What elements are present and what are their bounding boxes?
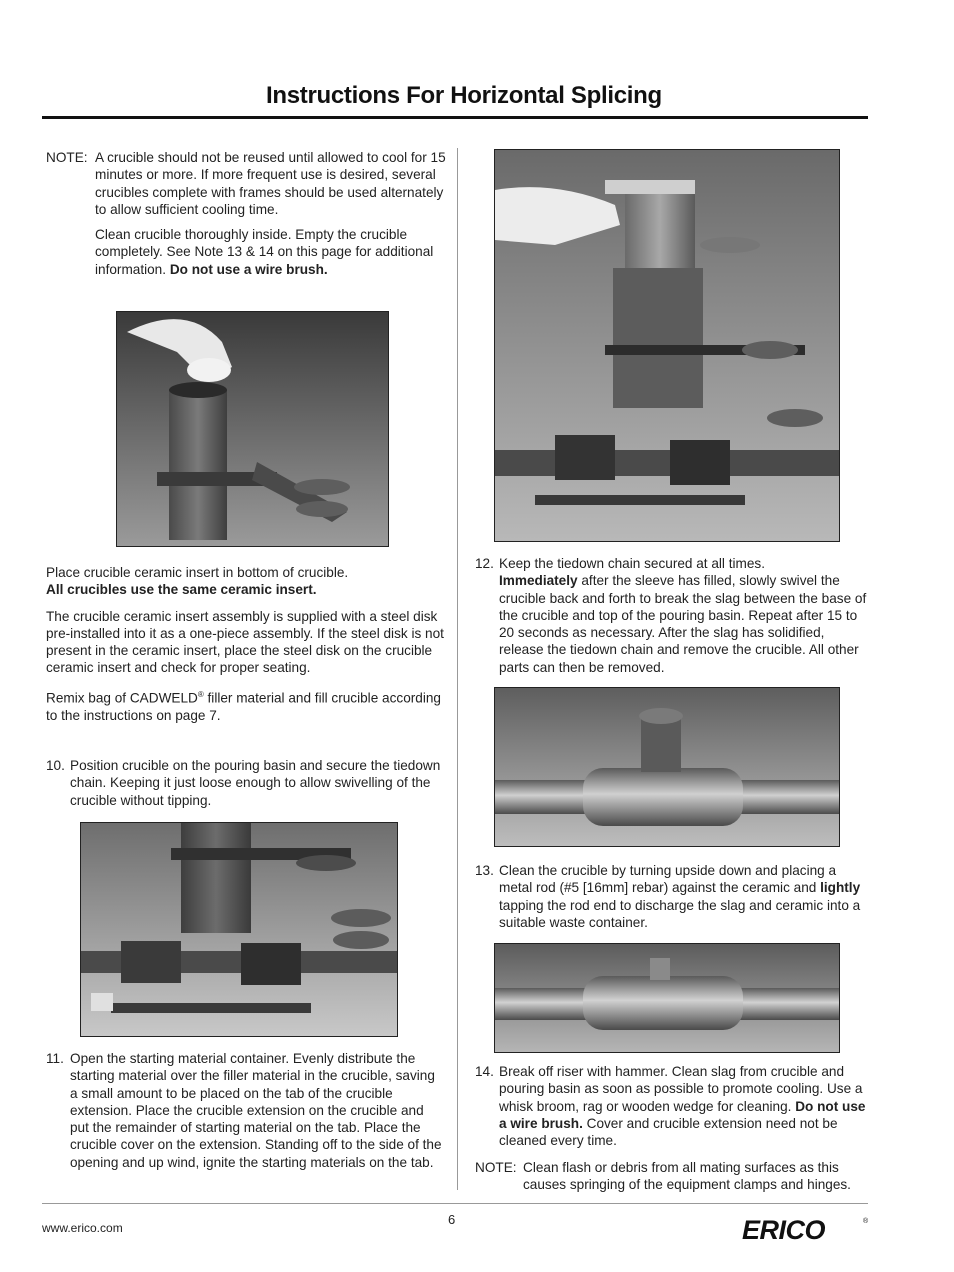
photo-crucible-on-basin xyxy=(80,822,398,1037)
step-14-text: Break off riser with hammer. Clean slag from crucible and pouring basin as soon as possible to promote cooling. Use a whisk broom, rag or wooden wedge for cleaning. Do not use a wire brush. Cover and crucible extension need not be cleaned every time. xyxy=(499,1064,866,1149)
logo-registered-mark: ® xyxy=(863,1218,869,1225)
step-11-number: 11. xyxy=(46,1051,64,1066)
step-11 xyxy=(46,1050,446,1171)
step-12-number: 12. xyxy=(475,556,494,571)
step-11-text: Open the starting material container. Evenly distribute the starting material over the filler material in the crucible, saving a small amount to be placed on the tab of the crucible extension. Place the crucible extension on the crucible and put the remainder of starting material on the tab. Place the crucible cover on the extension. Standing off to the side of the opening and up wind, ignite the starting materials on the tab. xyxy=(70,1051,442,1170)
step-13 xyxy=(475,862,870,931)
photo-finished-splice xyxy=(494,943,840,1053)
column-divider xyxy=(457,148,458,1190)
cleaning-note xyxy=(475,1159,870,1194)
insert-line-2: All crucibles use the same ceramic insert. xyxy=(46,582,317,598)
step-10-number: 10. xyxy=(46,758,65,773)
footer-rule xyxy=(42,1203,868,1204)
insert-paragraph-2: The crucible ceramic insert assembly is supplied with a steel disk pre-installed into it as a one-piece assembly. If the steel disk is not present in the ceramic insert, place the steel disk on the crucible ceramic insert and check for proper seating. xyxy=(46,608,444,676)
ceramic-insert-text xyxy=(46,564,446,724)
wire-brush-warning: Do not use a wire brush. xyxy=(169,261,328,277)
note-paragraph-2: Clean crucible thoroughly inside. Empty the crucible completely. See Note 13 & 14 on this page for additional information. Do not use a wire brush. xyxy=(95,227,434,277)
step-12-text: Keep the tiedown chain secured at all times. Immediately after the sleeve has filled, slowly swivel the crucible back and forth to break the slag between the base of the crucible and top of the pouring basin. Repeat after 15 to 20 seconds as necessary. After the slag has solidified, release the tiedown chain and remove the crucible. All other parts can then be removed. xyxy=(499,556,867,675)
step-10 xyxy=(46,757,446,809)
photo-ceramic-insert xyxy=(116,311,389,547)
cleaning-note-text: Clean flash or debris from all mating surfaces as this causes springing of the equipment clamps and hinges. xyxy=(523,1160,851,1193)
step-12 xyxy=(475,555,870,676)
insert-line-1: Place crucible ceramic insert in bottom of crucible. xyxy=(46,565,349,580)
footer-website-link[interactable]: www.erico.com xyxy=(42,1221,123,1235)
erico-logo xyxy=(740,1213,870,1245)
photo-crucible-extension xyxy=(494,149,840,542)
photo-filled-sleeve xyxy=(494,687,840,847)
step-14-number: 14. xyxy=(475,1064,494,1079)
step-13-text: Clean the crucible by turning upside down and placing a metal rod (#5 [16mm] rebar) against the ceramic and lightly tapping the rod end to discharge the slag and ceramic into a suitable waste container. xyxy=(499,863,861,930)
note-label: NOTE: xyxy=(475,1160,517,1175)
cooling-note xyxy=(46,149,446,278)
step-14 xyxy=(475,1063,870,1149)
page-number: 6 xyxy=(448,1212,456,1227)
note-paragraph-1: A crucible should not be reused until allowed to cool for 15 minutes or more. If more frequent use is desired, several crucibles complete with frames should be used alternately to allow sufficient cooling time. xyxy=(95,150,446,217)
remix-paragraph: Remix bag of CADWELD® filler material and fill crucible according to the instructions on page 7. xyxy=(46,689,441,723)
logo-wordmark: ERICO xyxy=(742,1215,826,1245)
page-title: Instructions For Horizontal Splicing xyxy=(266,82,662,109)
step-13-number: 13. xyxy=(475,863,494,878)
title-rule xyxy=(42,116,868,119)
note-label: NOTE: xyxy=(46,150,88,165)
step-10-text: Position crucible on the pouring basin and secure the tiedown chain. Keeping it just loose enough to allow swivelling of the crucible without tipping. xyxy=(70,758,441,808)
